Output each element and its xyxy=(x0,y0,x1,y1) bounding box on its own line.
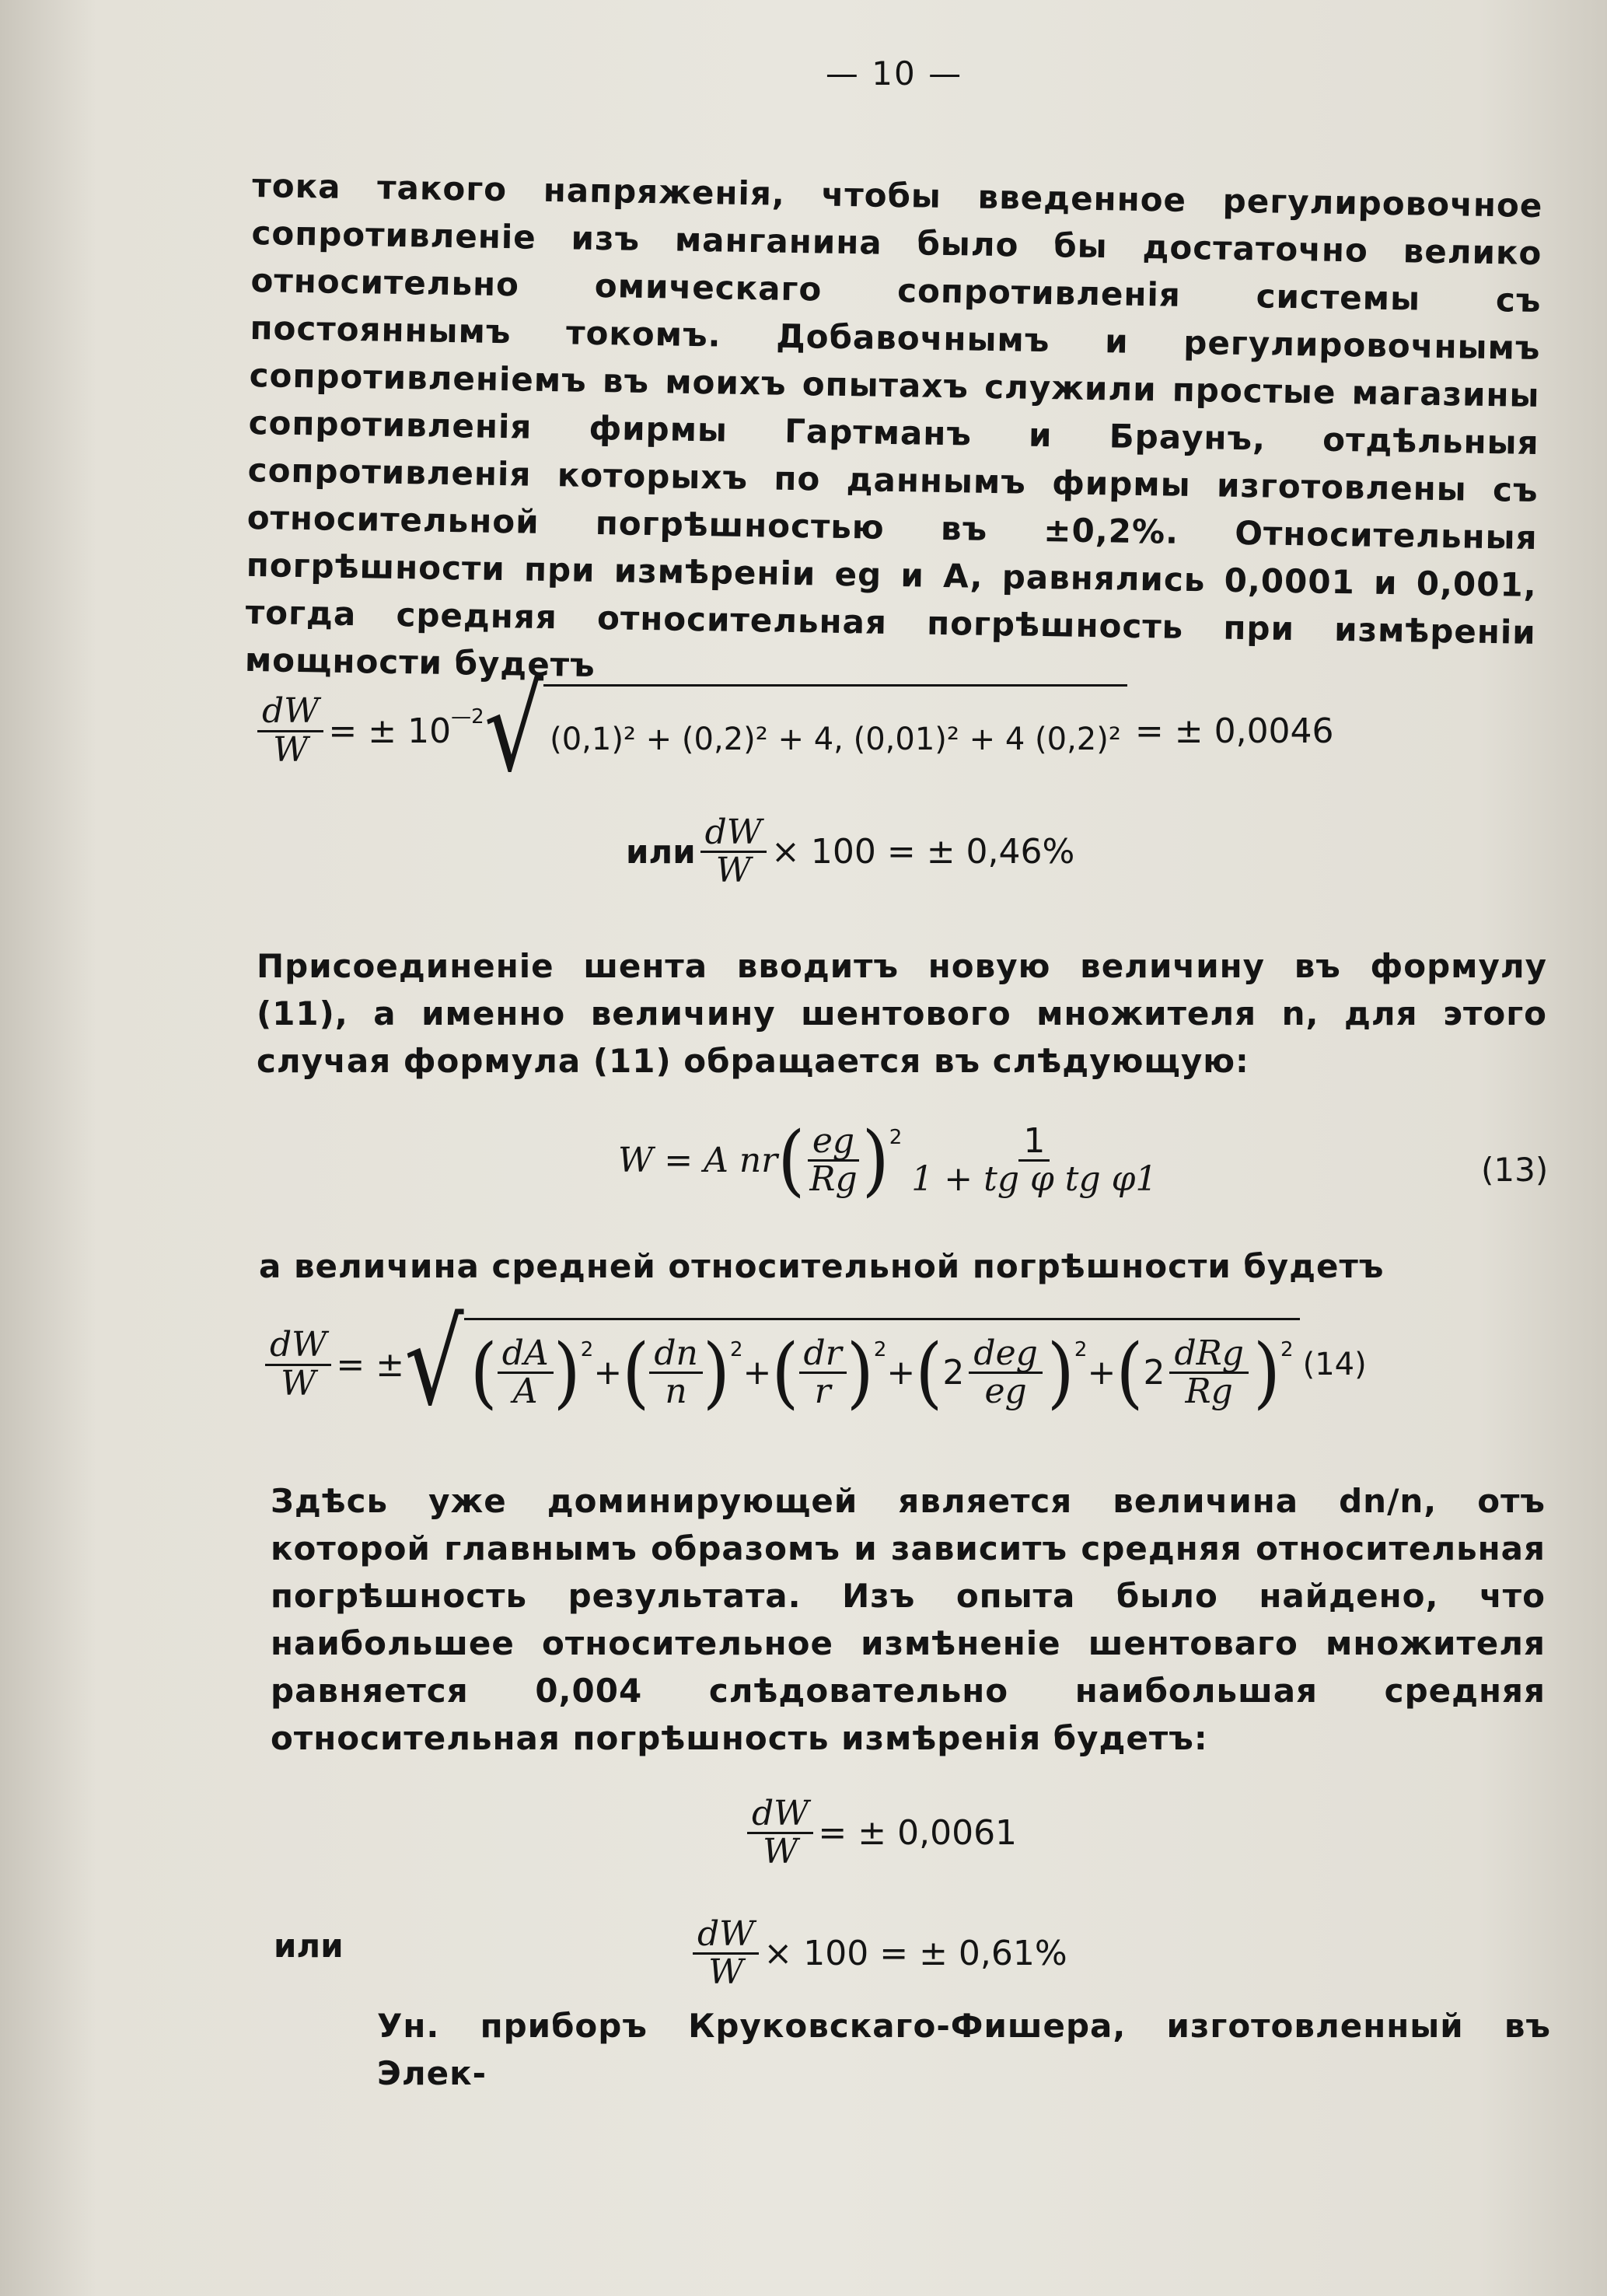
radical-sign: √ xyxy=(484,662,544,799)
formula-mean-error-1: $\frac{dW}{W}$ = ± 10 $^{—2}$ √ (0,1)² + (0,2)² + 4, (0,01)² + 4 (0,2)² = ± 0,0046 xyxy=(253,684,1334,778)
square-root: √ ( $\frac{dA}{A}$ ) $^2$ + ( $\frac{dn}{n}$ ) $^2$ + ( $\frac{dr}{r}$ ) $^2$ + ( 2 $\frac{\text{deg}}{eg}$ ) $^2$ + ( 2 $\frac{\text{dRg}}{Rg}$ ) $^2$ xyxy=(404,1318,1299,1411)
paragraph-1: тока такого напряженія, чтобы введенное регулировочное сопротивленіе изъ манганина было бы достаточно велико относительно омическаго сопротивленія системы съ постояннымъ токомъ. Добавочнымъ и регулировочнымъ сопротивленіемъ въ моихъ опытахъ служили простые магазины сопротивленія фирмы Гартманъ и Браунъ, отдѣльныя сопротивленія которыхъ по даннымъ фирмы изготовлены съ относительной погрѣшностью въ ±0,2%. Относительныя погрѣшности при измѣреніи eg и A, равнялись 0,0001 и 0,001, тогда средняя относительная погрѣшность при измѣреніи мощности будетъ xyxy=(244,166,1543,684)
label-ili: или xyxy=(274,1927,344,1965)
formula-13: W = A nr ( $\frac{eg}{Rg}$ ) $^2$ $\frac{1}{\text{1 + tg φ tg φ1}}$ xyxy=(618,1115,1158,1205)
formula-mean-error-2: $\frac{dW}{W}$ = ± 0,0061 xyxy=(742,1796,1017,1870)
formula-percent-1: или $\frac{dW}{W}$ × 100 = ± 0,46% xyxy=(626,813,1075,891)
formula-percent-2: $\frac{dW}{W}$ × 100 = ± 0,61% xyxy=(688,1917,1067,1990)
equation-number-13: (13) xyxy=(1481,1151,1549,1189)
paragraph-3: а величина средней относительной погрѣшности будетъ xyxy=(259,1247,1385,1285)
square-root: √ (0,1)² + (0,2)² + 4, (0,01)² + 4 (0,2)² xyxy=(484,684,1127,778)
fraction-dw-w: $\frac{dW}{W}$ xyxy=(257,694,323,767)
equation-number-14: (14) xyxy=(1302,1347,1367,1382)
page-number: — 10 — xyxy=(825,54,963,93)
paragraph-2: Присоединеніе шента вводитъ новую величину въ формулу (11), а именно величину шентового множителя n, для этого случая формула (11) обращается въ слѣдующую: xyxy=(257,947,1547,1080)
paragraph-5: Ун. приборъ Круковскаго-Фишера, изготовленный въ Элек- xyxy=(377,2007,1551,2092)
paragraph-4: Здѣсь уже доминирующей является величина dn/n, отъ которой главнымъ образомъ и зависитъ средняя относительная погрѣшность результата. Изъ опыта было найдено, что наибольшее относительное измѣненіе шентоваго множителя равняется 0,004 слѣдовательно наибольшая средняя относительная погрѣшность измѣренія будетъ: xyxy=(271,1482,1546,1757)
formula-14: $\frac{dW}{W}$ = ± √ ( $\frac{dA}{A}$ ) $^2$ + ( $\frac{dn}{n}$ ) $^2$ + ( $\frac{dr}{r}$ ) $^2$ + ( 2 $\frac{\text{deg}}{eg}$ ) $^2$ + ( 2 $\frac{\text{dRg}}{Rg}$ ) $^2$ (14) xyxy=(260,1318,1367,1411)
